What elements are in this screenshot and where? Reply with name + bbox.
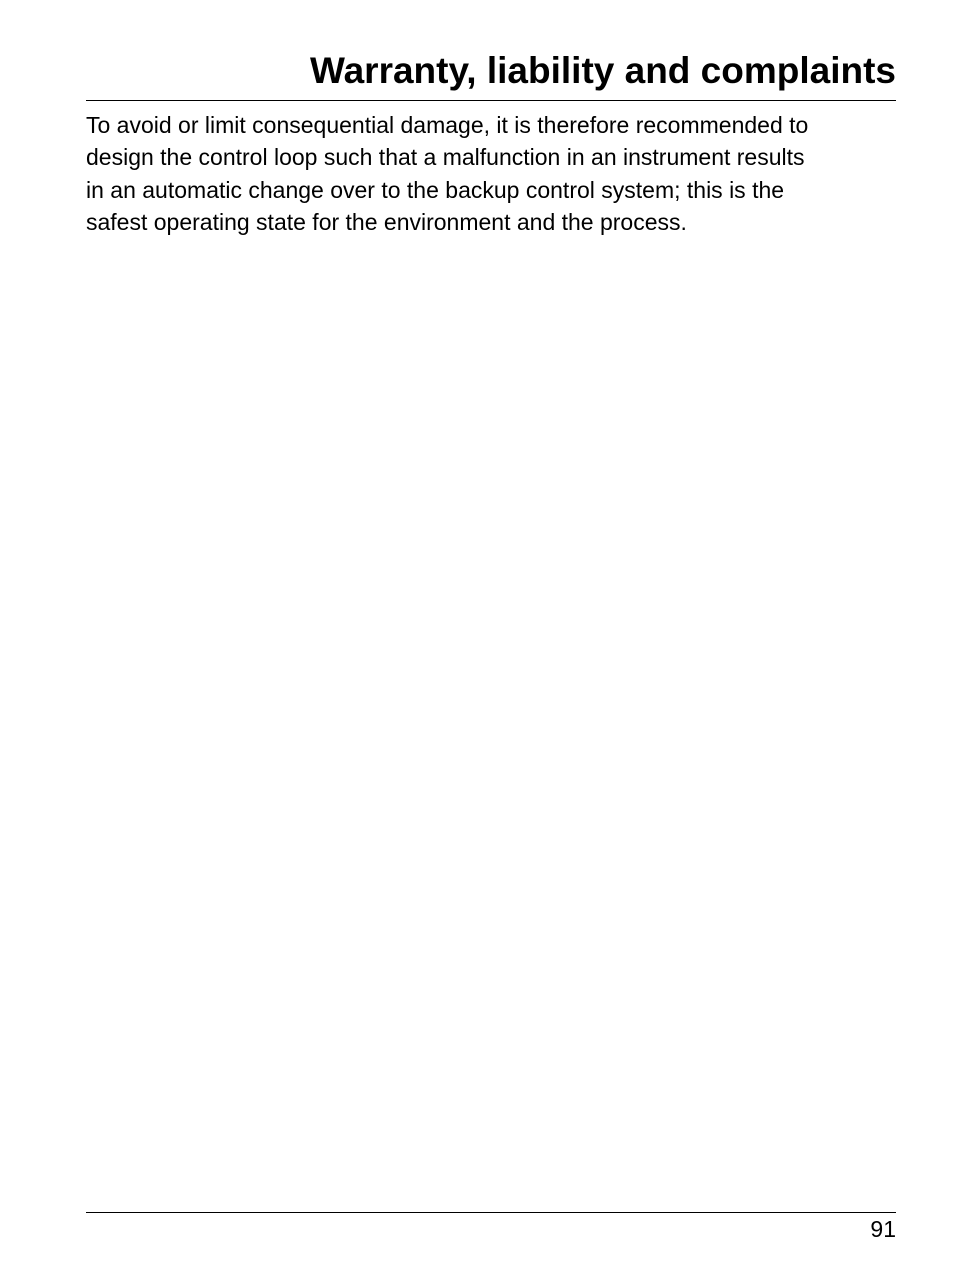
- footer-divider: [86, 1212, 896, 1213]
- paragraph-line: design the control loop such that a malfunction in an instrument results: [86, 144, 805, 171]
- paragraph-line: To avoid or limit consequential damage, it is therefore recommended to: [86, 112, 809, 138]
- page-number: 91: [870, 1216, 896, 1242]
- paragraph-line: in an automatic change over to the backup control system; this is the: [86, 176, 785, 203]
- body-paragraph: [86, 109, 898, 238]
- page-header: [86, 44, 896, 101]
- page-title: Warranty, liability and complaints: [310, 50, 896, 91]
- paragraph-line: safest operating state for the environment and the process.: [86, 208, 687, 235]
